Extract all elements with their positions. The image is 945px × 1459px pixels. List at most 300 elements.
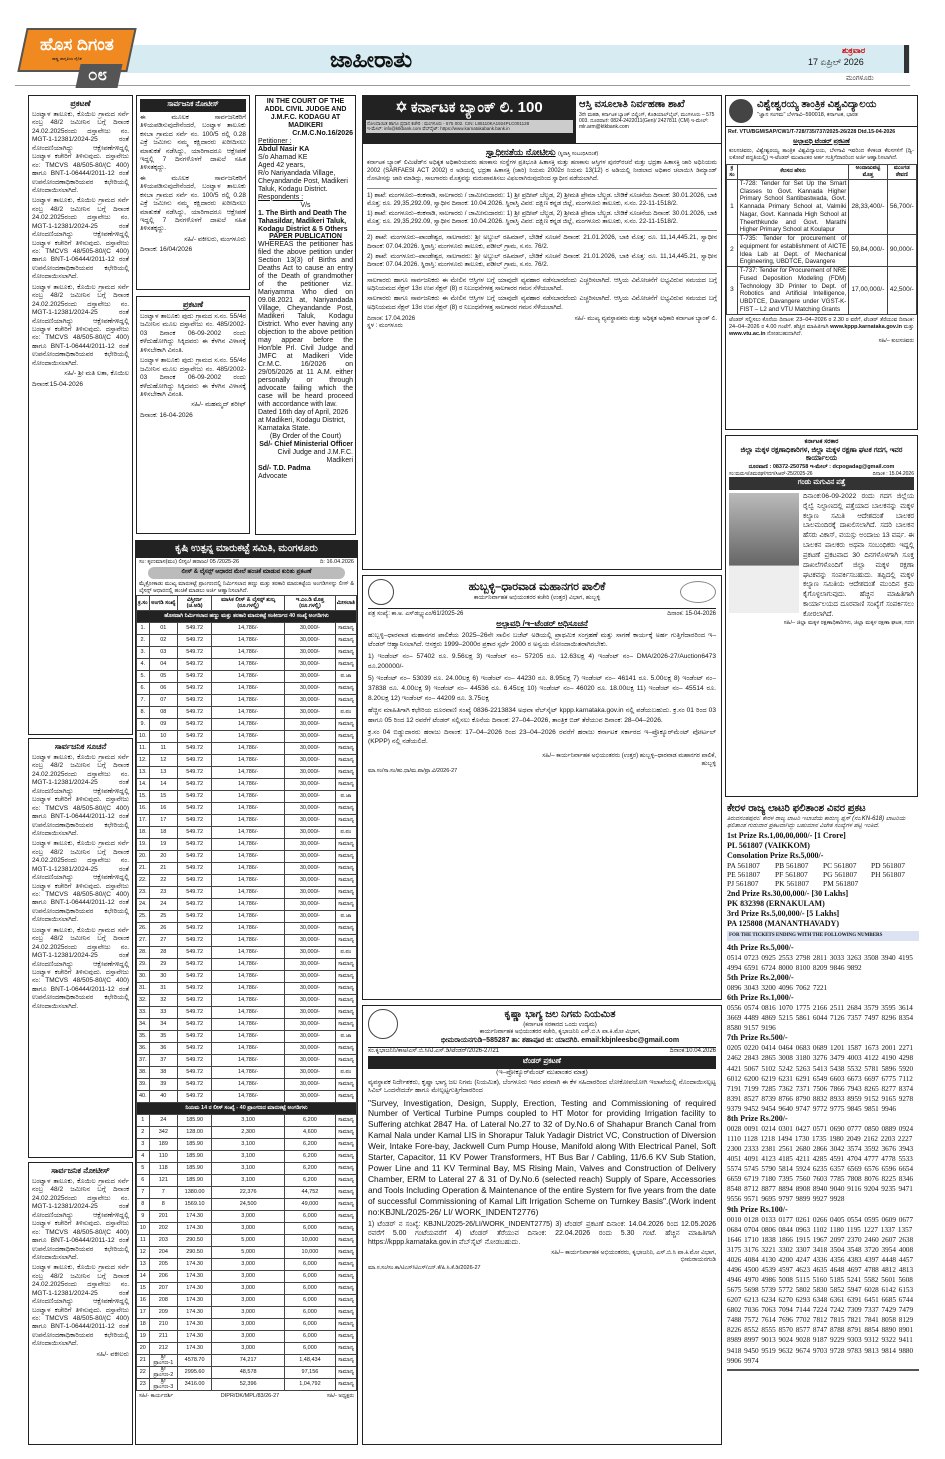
bank-notice-item-detail: ಸಾಲಗಾರರು ಹಾಗೂ ಸಾರ್ವಜನಿಕರು ಈ ಮೇಲಿನ ಆಸ್ತಿಗಳ ಬಗ್ಗೆ ಯಾವುದೇ ವ್ಯವಹಾರ ನಡೆಸಬಾರದೆಂದು ಎಚ್ಚರಿಸಲಾಗಿದೆ. ಆಸ್ತಿಯ ವಿಮೋಚನೆಗೆ ಲಭ್ಯವಿರುವ ಸಮಯದ ಬಗ್ಗೆ ಅಧಿನಿಯಮದ ಸೆಕ್ಷನ್ 13ರ ಉಪ ಸೆಕ್ಷನ್ (8) ರ ನಿಬಂಧನೆಗಳತ್ತ ಸಾಲಗಾರರ ಗಮನ ಸೆಳೆಯಲಾಗಿದೆ. bbox=[367, 295, 717, 311]
shop-number: 21 bbox=[149, 863, 177, 875]
vtu-heading: ಅಲ್ಪಾವಧಿ ಟೆಂಡರ್ ಪ್ರಕಟಣೆ bbox=[793, 137, 850, 145]
table-row bbox=[137, 1139, 357, 1151]
prize-label: 7th Prize Rs.500/- bbox=[727, 1033, 788, 1043]
area: 549.72 bbox=[178, 995, 212, 1007]
table-row bbox=[137, 623, 357, 635]
emd-amount: 30,000/- bbox=[285, 863, 336, 875]
area: 1569.10 bbox=[178, 1199, 212, 1211]
monthly-rent: 14,786/- bbox=[212, 659, 285, 671]
area: 549.72 bbox=[178, 623, 212, 635]
bank-notice-item: 1) ಶಾಖೆ: ಮಂಗಳೂರು–ಕಂಕನಾಡಿ, ಸಾಲಗಾರರು / ಜಾಮೀನುದಾರರು: 1) ಶ್ರೀ ಪ್ರದೀಪ್ ಬೆಲ್ಚಡ, 2) ಶ್ರೀಮತಿ ಪ್ರೇಮಾ ಬೆಲ್ಚಡ. ಬೇಡಿಕೆ ಸೂಚನೆಯ ದಿನಾಂಕ: 30.01.2026, ಬಾಕಿ ಮೊತ್ತ: ರೂ. 29,35,292.09, ಸ್ವಾಧೀನ ದಿನಾಂಕ: 10.04.2026. ಸ್ಥಿರಾಸ್ತಿ ವಿವರ: ದಕ್ಷಿಣ ಕನ್ನಡ ಜಿಲ್ಲೆ, ಮಂಗಳೂರು ತಾಲೂಕು, ಸ.ನಂ. 22-11-1518/2. bbox=[367, 188, 717, 208]
area: 549.72 bbox=[178, 1079, 212, 1091]
table-row bbox=[137, 1331, 357, 1343]
prize-label: 9th Prize Rs.100/- bbox=[727, 1204, 788, 1214]
table-row bbox=[137, 1235, 357, 1247]
edition-city: ಮಂಗಳೂರು bbox=[846, 75, 874, 82]
emd-amount: 6,000 bbox=[285, 1307, 336, 1319]
shop-number: 206 bbox=[149, 1271, 177, 1283]
monthly-rent: 3,000 bbox=[212, 1211, 285, 1223]
vtu-intro: ಕುಲಸಚಿವರು, ವಿಶ್ವೇಶ್ವರಯ್ಯ ತಾಂತ್ರಿಕ ವಿಶ್ವವಿದ್ಯಾಲಯ, ಬೆಳಗಾವಿ ಇವರಿಂದ ಕೆಳಕಂಡ ಕೆಲಸಗಳಿಗೆ (ದ್ವಿ-ಲಕೋಟೆ ಪದ್ಧತಿಯಲ್ಲಿ) ಇ-ಟೆಂಡರ್ ಮುಖಾಂತರ ಅರ್ಹ ಗುತ್ತಿಗೆದಾರರಿಂದ ಅರ್ಜಿ ಆಹ್ವಾನಿಸಲಾಗಿದೆ. bbox=[729, 147, 914, 161]
monthly-rent: 14,786/- bbox=[212, 623, 285, 635]
table-row bbox=[137, 1127, 357, 1139]
row-number: 7. bbox=[137, 695, 150, 707]
area: 549.72 bbox=[178, 1007, 212, 1019]
consolation-number: PJ 561807 bbox=[727, 879, 759, 889]
monthly-rent: 14,786/- bbox=[212, 731, 285, 743]
missing-body: ದಿನಾಂಕ:06-09-2022 ರಂದು ಗದಗ ಜಿಲ್ಲೆಯ ರೈಲ್ವೆ ನಿಲ್ದಾಣದಲ್ಲಿ ಪತ್ತೆಯಾದ ಬಾಲಕನನ್ನು ಮಕ್ಕಳ ಕಲ್ಯಾಣ ಸಮಿತಿ ಆದೇಶದಂತೆ ಬಾಲಕರ ಬಾಲಮಂದಿರಕ್ಕೆ ದಾಖಲಿಸಲಾಗಿದೆ. ಸದರಿ ಬಾಲಕನ ಹೆಸರು ವಿಕಾಸ್, ವಯಸ್ಸು ಅಂದಾಜು 13 ವರ್ಷ. ಈ ಬಾಲಕನ ಪಾಲಕರು ಅಥವಾ ಸಂಬಂಧಿಕರು ಇದ್ದಲ್ಲಿ ಪ್ರಕಟಣೆ ಪ್ರಕಟವಾದ 30 ದಿನಗಳೊಳಗಾಗಿ ಸೂಕ್ತ ದಾಖಲೆಗಳೊಂದಿಗೆ ಜಿಲ್ಲಾ ಮಕ್ಕಳ ರಕ್ಷಣಾ ಘಟಕವನ್ನು ಸಂಪರ್ಕಿಸಬಹುದು. ತಪ್ಪಿದಲ್ಲಿ ಮಕ್ಕಳ ಕಲ್ಯಾಣ ಸಮಿತಿಯ ಆದೇಶದಂತೆ ಮುಂದಿನ ಕ್ರಮ ಕೈಗೊಳ್ಳಲಾಗುವುದು. ಹೆಚ್ಚಿನ ಮಾಹಿತಿಗಾಗಿ ಕಾರ್ಯಾಲಯದ ದೂರವಾಣಿ ಸಂಖ್ಯೆಗೆ ಸಂಪರ್ಕಿಸಲು ಕೋರಲಾಗಿದೆ. bbox=[803, 492, 914, 618]
row-number: 31. bbox=[137, 983, 150, 995]
shop-number: 36 bbox=[149, 1043, 177, 1055]
emd-amount: 97,156 bbox=[285, 1367, 336, 1379]
column-header: ಮುಂಗಡ ಠೇವಣಿ bbox=[887, 165, 916, 180]
kbjnl-email: email:kbjnleesbc@gmail.com bbox=[581, 1036, 680, 1044]
shop-number: 205 bbox=[149, 1259, 177, 1271]
column-header: ವಿಸ್ತೀರ್ಣ (ಚ.ಅಡಿ) bbox=[178, 596, 212, 611]
shop-number: 32 bbox=[149, 995, 177, 1007]
estimate-amount: 28,33,400/- bbox=[849, 179, 887, 234]
monthly-rent: 3,100 bbox=[212, 1115, 285, 1127]
row-number: 1 bbox=[137, 1115, 150, 1127]
emd-amount: 30,000/- bbox=[285, 983, 336, 995]
vtu-address: "ಜ್ಞಾನ ಸಂಗಮ" ಬೆಳಗಾವಿ–590018, ಕರ್ನಾಟಕ, ಭಾರತ bbox=[757, 111, 858, 118]
area: 174.30 bbox=[178, 1331, 212, 1343]
kbjnl-tender bbox=[362, 1005, 722, 1445]
lost-document-notice bbox=[136, 296, 250, 534]
monthly-rent: 3,000 bbox=[212, 1343, 285, 1355]
table-row bbox=[727, 235, 917, 267]
table-row bbox=[137, 1259, 357, 1271]
vtu-signatory: ಸಹಿ/– ಕುಲಸಚಿವರು bbox=[878, 337, 914, 344]
court-notice bbox=[255, 95, 356, 535]
table-row bbox=[727, 267, 917, 315]
row-number: 22 bbox=[137, 1367, 150, 1379]
row-number: 6. bbox=[137, 683, 150, 695]
kbjnl-ref2: ಮಾ.ಸ.ಸಂ/ಸಂ.ಕಾ/ಟಿಎಸ್/ಟಿಎಸ್/ಎನ್.ಕೆ/ಪಿ.ಸಿ.ಕೆ.ಡಿ/2026-27 bbox=[368, 1264, 481, 1271]
emd-amount: 30,000/- bbox=[285, 755, 336, 767]
notice-body: ಬಂಟ್ವಾಳ ತಾಲೂಕು, ಕೊಯಿಲ ಗ್ರಾಮದ ಸರ್ವೆ ನಂಬ್ರ 48/2 ಜಮೀನಿನ ಬಗ್ಗೆ ದಿನಾಂಕ 24.02.2025ರಂದು ದಸ್ತಾವೇಜು ನಂ. MGT-1-12381/2024-25 ರಂತೆ ನೋಂದಣಿಯಾಗಿದ್ದು ಆಕ್ಷೇಪಣೆಗಳಿದ್ದಲ್ಲಿ ಬಂಟ್ವಾಳ ಕಚೇರಿಗೆ ತಿಳಿಸುವುದು. ದಸ್ತಾವೇಜು ನಂ: TMCVS 48/505-80/(C 400) ಹಾಗೂ BNT-1-06444/2011-12 ರಂತೆ ಉಪನೋಂದಣಾಧಿಕಾರಿಯವರ ಕಛೇರಿಯಲ್ಲಿ ನೋಂದಾಯಿಸಲಾಗಿದೆ. bbox=[32, 111, 129, 194]
monthly-rent: 14,786/- bbox=[212, 935, 285, 947]
shop-number: 8 bbox=[149, 1199, 177, 1211]
shop-number: 23 bbox=[149, 887, 177, 899]
shop-number: 39 bbox=[149, 1079, 177, 1091]
lottery-title: ಕೇರಳ ರಾಜ್ಯ ಲಾಟರಿ ಫಲಿತಾಂಶ ವಿವರ ಪ್ರಕಟ bbox=[727, 803, 866, 814]
emd-amount: 30,000/- bbox=[285, 839, 336, 851]
prize-numbers: 0028 0091 0214 0301 0427 0571 0690 0777 0850 0889 0924 1110 1128 1218 1494 1730 1735 1980 2049 2162 2203 2227 2300 2333 2381 2561 2680 2866 3042 3574 3592 3676 3943 4051 4091 4123 4185 4211 4285 4591 4704 4777 4778 5533 5574 5745 5790 5814 5924 6235 6357 6569 6576 6596 6654 6659 6719 7180 7395 7560 7603 7785 7808 8076 8225 8346 8548 8712 8877 8894 8908 8940 9040 9116 9204 9235 9471 9556 9571 9695 9797 9899 9927 9928 bbox=[727, 1124, 914, 1204]
karnataka-bank-notice bbox=[362, 95, 722, 570]
hdmc-paragraph: 5) ಇಂಡೆಂಟ್ ನಂ– 53039 ರೂ. 24.00ಲಕ್ಷ 6) ಇಂಡೆಂಟ್ ನಂ– 44230 ರೂ. 8.95ಲಕ್ಷ 7) ಇಂಡೆಂಟ್ ನಂ– 46141 ರೂ. 5.00ಲಕ್ಷ 8) ಇಂಡೆಂಟ್ ನಂ– 37838 ರೂ. 4.00ಲಕ್ಷ 9) ಇಂಡೆಂಟ್ ನಂ– 44536 ರೂ. 6.45ಲಕ್ಷ 10) ಇಂಡೆಂಟ್ ನಂ– 46020 ರೂ. 18.00ಲಕ್ಷ 11) ಇಂಡೆಂಟ್ ನಂ– 45514 ರೂ. 8.20ಲಕ್ಷ 12) ಇಂಡೆಂಟ್ ನಂ– 44209 ರೂ. 3.75ಲಕ್ಷ bbox=[368, 675, 716, 702]
prize-label: 6th Prize Rs.1,000/- bbox=[727, 993, 794, 1003]
reservation: ಸಾಮಾನ್ಯ bbox=[335, 695, 356, 707]
table-row bbox=[137, 875, 357, 887]
second-prize-number: PK 832398 (ERNAKULAM) bbox=[727, 898, 825, 908]
table-row bbox=[137, 863, 357, 875]
reservation: ಸಾಮಾನ್ಯ bbox=[335, 659, 356, 671]
emd-amount: 44,752 bbox=[285, 1187, 336, 1199]
monthly-rent: 14,786/- bbox=[212, 791, 285, 803]
first-prize-label: 1st Prize Rs.1,00,00,000/- [1 Crore] bbox=[727, 830, 846, 840]
bank-dept: ಆಸ್ತಿ ವಸೂಲಾತಿ ನಿರ್ವಹಣಾ ಶಾಖೆ bbox=[579, 99, 685, 110]
area: 549.72 bbox=[178, 827, 212, 839]
shop-number: 18 bbox=[149, 827, 177, 839]
area: 549.72 bbox=[178, 779, 212, 791]
emd-amount: 30,000/- bbox=[285, 623, 336, 635]
dipr-code: DIPR/DK/MPL/83/26-27 bbox=[220, 1393, 280, 1400]
emd-amount: 30,000/- bbox=[285, 815, 336, 827]
emd-amount: 30,000/- bbox=[285, 1055, 336, 1067]
table-row bbox=[137, 1379, 357, 1391]
emd-amount: 30,000/- bbox=[285, 875, 336, 887]
table-row bbox=[137, 1079, 357, 1091]
column-header: ಅಂಗಡಿ ಸಂಖ್ಯೆ bbox=[149, 596, 177, 611]
reservation: ಸಾಮಾನ್ಯ bbox=[335, 755, 356, 767]
table-row bbox=[137, 659, 357, 671]
reservation: ಸಾಮಾನ್ಯ bbox=[335, 875, 356, 887]
monthly-rent: 14,786/- bbox=[212, 971, 285, 983]
monthly-rent: 14,786/- bbox=[212, 767, 285, 779]
table-row bbox=[137, 995, 357, 1007]
area: 549.72 bbox=[178, 947, 212, 959]
emd-amount: 30,000/- bbox=[285, 779, 336, 791]
notice-sign: ಸಹಿ/- ವಕೀಲರು bbox=[96, 1350, 129, 1358]
area: 174.30 bbox=[178, 1223, 212, 1235]
row-number: 1 bbox=[727, 179, 738, 234]
row-number: 40. bbox=[137, 1091, 150, 1103]
consolation-number: PD 561807 bbox=[871, 860, 905, 870]
notice-date: ದಿನಾಂಕ: 16/04/2026 bbox=[140, 246, 193, 254]
row-number: 3 bbox=[137, 1139, 150, 1151]
weekday: ಶುಕ್ರವಾರ bbox=[842, 46, 866, 55]
vtu-link[interactable]: www.vtu.ac.in bbox=[729, 330, 766, 337]
shop-number: 203 bbox=[149, 1235, 177, 1247]
emd-amount: 42,500/- bbox=[887, 267, 916, 315]
reservation: ಸಾಮಾನ್ಯ bbox=[335, 1091, 356, 1103]
reservation: ಸಾಮಾನ್ಯ bbox=[335, 1379, 356, 1391]
table-row bbox=[137, 767, 357, 779]
kbjnl-subtitle: (ಕರ್ನಾಟಕ ಸರಕಾರದ ಒಂದು ಉದ್ಯಮ) bbox=[523, 1021, 597, 1028]
consolation-number: PB 561807 bbox=[775, 860, 809, 870]
row-number: 12. bbox=[137, 755, 150, 767]
shop-number: 204 bbox=[149, 1247, 177, 1259]
emd-amount: 6,200 bbox=[285, 1163, 336, 1175]
notice-title: ಸಾರ್ವಜನಿಕ ನೋಟೀಸ್ bbox=[140, 99, 246, 112]
shop-number: 05 bbox=[149, 671, 177, 683]
notice-title: ಪ್ರಕಟಣೆ bbox=[70, 99, 91, 108]
bank-notice-item-detail: 2) ಶಾಖೆ: ಮಂಗಳೂರು–ಪಾಂಡೇಶ್ವರ, ಸಾಲಗಾರರು: ಶ್ರೀ ಅಬ್ದುಲ್ ರಹಿಮಾನ್, ಬೇಡಿಕೆ ಸೂಚನೆ ದಿನಾಂಕ: 21.01.2026, ಬಾಕಿ ಮೊತ್ತ: ರೂ. 11,14,445.21, ಸ್ವಾಧೀನ ದಿನಾಂಕ: 07.04.2026. ಸ್ಥಿರಾಸ್ತಿ: ಮಂಗಳೂರು ತಾಲೂಕು, ಪಡೀಲ್ ಗ್ರಾಮ, ಸ.ನಂ. 76/2. bbox=[367, 252, 717, 268]
row-number: 10 bbox=[137, 1223, 150, 1235]
shop-number: 34 bbox=[149, 1019, 177, 1031]
area: 549.72 bbox=[178, 731, 212, 743]
petitioner-label: Petitioner : bbox=[258, 137, 292, 145]
notice-body: ಈ ಮೂಲಕ ಸಾರ್ವಜನಿಕರಿಗೆ ತಿಳಿಯಪಡಿಸುವುದೇನೆಂದರೆ, ಬಂಟ್ವಾಳ ತಾಲೂಕು ಕಸಬಾ ಗ್ರಾಮದ ಸರ್ವೆ ನಂ. 100/5 ರಲ್ಲಿ 0.28 ಎಕ್ರೆ ಜಮೀನು ನಮ್ಮ ಕಕ್ಷಿದಾರರು ಖರೀದಿಸಲು ಮಾತುಕತೆ ನಡೆಸಿದ್ದು, ಯಾರಿಗಾದರೂ ಆಕ್ಷೇಪಣೆ ಇದ್ದಲ್ಲಿ 7 ದಿನಗಳೊಳಗೆ ದಾಖಲೆ ಸಹಿತ ತಿಳಿಸತಕ್ಕದ್ದು. bbox=[140, 113, 246, 172]
emd-amount: 6,000 bbox=[285, 1271, 336, 1283]
header-band bbox=[120, 45, 910, 73]
page-number: ೦೮ bbox=[88, 65, 108, 84]
monthly-rent: 3,000 bbox=[212, 1271, 285, 1283]
reservation: ಸಾಮಾನ್ಯ bbox=[335, 923, 356, 935]
row-number: 20. bbox=[137, 851, 150, 863]
table-row bbox=[137, 1043, 357, 1055]
reservation: ಸಾಮಾನ್ಯ bbox=[335, 971, 356, 983]
emd-amount: 30,000/- bbox=[285, 899, 336, 911]
emd-amount: 30,000/- bbox=[285, 707, 336, 719]
monthly-rent: 3,100 bbox=[212, 1163, 285, 1175]
reservation: ಸಾಮಾನ್ಯ bbox=[335, 1319, 356, 1331]
monthly-rent: 14,786/- bbox=[212, 803, 285, 815]
shop-number: 13 bbox=[149, 767, 177, 779]
reservation: ಸಾಮಾನ್ಯ bbox=[335, 635, 356, 647]
vtu-footer: ಟೆಂಡರ್ ಸಲ್ಲಿಸಲು ಕೊನೆಯ ದಿನಾಂಕ: 23–04–2026 ರ 2.30 ರ ವರೆಗೆ, ಟೆಂಡರ್ ತೆರೆಯುವ ದಿನಾಂಕ: 24–04–2026 ರ 4.00 ಗಂಟೆಗೆ. ಹೆಚ್ಚಿನ ಮಾಹಿತಿಗಾಗಿ bbox=[729, 316, 914, 330]
monthly-rent: 3,100 bbox=[212, 1151, 285, 1163]
monthly-rent: 14,786/- bbox=[212, 983, 285, 995]
reservation: ಸಾಮಾನ್ಯ bbox=[335, 815, 356, 827]
office-contact: ದೂರವಾಣಿ : 08372-250758 ಇ-ಮೇಲ್ : dcpogadag@gmail.com bbox=[748, 464, 895, 470]
table-row bbox=[137, 1367, 357, 1379]
prize-label: 5th Prize Rs.2,000/- bbox=[727, 973, 794, 983]
shop-number: 37 bbox=[149, 1055, 177, 1067]
row-number: 10. bbox=[137, 731, 150, 743]
row-number: 6 bbox=[137, 1175, 150, 1187]
row-number: 30. bbox=[137, 971, 150, 983]
area: 549.72 bbox=[178, 695, 212, 707]
emd-amount: 10,000 bbox=[285, 1247, 336, 1259]
emd-amount: 30,000/- bbox=[285, 803, 336, 815]
section-title: ಜಾಹೀರಾತು bbox=[330, 47, 413, 72]
monthly-rent: 14,786/- bbox=[212, 959, 285, 971]
kppp-link[interactable]: www.kppp.karnataka.gov.in bbox=[830, 323, 902, 330]
kbjnl-body-details: 1) ಟೆಂಡರ್ ನ ಸಂಖ್ಯೆ: KBJNL/2025-26/LI/WORK_INDENT2775) 3) ಟೆಂಡರ್ ಪ್ರಕಟಣೆ ದಿನಾಂಕ: 14.04.2026 ರಿಂದ 12.05.2026 ರವರೆಗೆ 5.00 ಗಂಟೆಯವರೆಗೆ 4) ಟೆಂಡರ್ ತೆರೆಯುವ ದಿನಾಂಕ: 22.04.2026 ರಂದು 5.30 ಗಂಟೆ. ಹೆಚ್ಚಿನ ಮಾಹಿತಿಗಾಗಿ https://kppp.karnataka.gov.in ವೆಬ್‌ಸೈಟ್ ನೋಡಬಹುದು. bbox=[368, 1220, 716, 1246]
monthly-rent: 14,786/- bbox=[212, 683, 285, 695]
reservation: ಸಾಮಾನ್ಯ bbox=[335, 1007, 356, 1019]
table-row bbox=[137, 935, 357, 947]
table-row bbox=[137, 983, 357, 995]
emd-amount: 30,000/- bbox=[285, 1079, 336, 1091]
hdmc-emblem-icon bbox=[368, 579, 394, 605]
hdmc-date: ದಿನಾಂಕ: 15-04-2026 bbox=[667, 611, 716, 617]
shop-number: 202 bbox=[149, 1223, 177, 1235]
area: 549.72 bbox=[178, 791, 212, 803]
row-number: 29. bbox=[137, 959, 150, 971]
work-name: T-735: Tender for procurement of equipment for establishment of AICTE Idea Lab at Dept. of Mechanical Engineering, UBDTCE, Davangere bbox=[737, 235, 849, 267]
row-number: 17 bbox=[137, 1307, 150, 1319]
court-order: (By Order of the Court) bbox=[269, 432, 342, 440]
second-prize-label: 2nd Prize Rs.30,00,000/- [30 Lakhs] bbox=[727, 888, 849, 898]
reservation: ಸಾಮಾನ್ಯ bbox=[335, 1307, 356, 1319]
notice-body: ಬಂಟ್ವಾಳ ತಾಲೂಕು, ಕೊಯಿಲ ಗ್ರಾಮದ ಸರ್ವೆ ನಂಬ್ರ 48/2 ಜಮೀನಿನ ಬಗ್ಗೆ ದಿನಾಂಕ 24.02.2025ರಂದು ದಸ್ತಾವೇಜು ನಂ. MGT-1-12381/2024-25 ರಂತೆ ನೋಂದಣಿಯಾಗಿದ್ದು ಆಕ್ಷೇಪಣೆಗಳಿದ್ದಲ್ಲಿ ಬಂಟ್ವಾಳ ಕಚೇರಿಗೆ ತಿಳಿಸುವುದು. ದಸ್ತಾವೇಜು ನಂ: TMCVS 48/505-80/(C 400) ಹಾಗೂ BNT-1-06444/2011-12 ರಂತೆ ಉಪನೋಂದಣಾಧಿಕಾರಿಯವರ ಕಛೇರಿಯಲ್ಲಿ ನೋಂದಾಯಿಸಲಾಗಿದೆ. bbox=[32, 754, 129, 837]
area: 549.72 bbox=[178, 863, 212, 875]
row-number: 35. bbox=[137, 1031, 150, 1043]
notice-body: ಬಂಟ್ವಾಳ ತಾಲೂಕು ಪುದು ಗ್ರಾಮದ ಸ.ನಂ. 55/4ರ ಜಮೀನಿನ ಮೂಲ ದಸ್ತಾವೇಜು ನಂ. 485/2002-03 ದಿನಾಂಕ 06-09-2002 ರಂದು ಕಳೆದುಹೋಗಿದ್ದು ಸಿಕ್ಕಿದವರು ಈ ಕೆಳಗಿನ ವಿಳಾಸಕ್ಕೆ ತಿಳಿಸಬೇಕಾಗಿ ವಿನಂತಿ. bbox=[140, 357, 246, 398]
reservation: ಸಾಮಾನ್ಯ bbox=[335, 1199, 356, 1211]
shop-number: 04 bbox=[149, 659, 177, 671]
emd-amount: 4,600 bbox=[285, 1127, 336, 1139]
monthly-rent: 14,786/- bbox=[212, 1031, 285, 1043]
shop-number: 212 bbox=[149, 1343, 177, 1355]
reservation: ಪ.ಜಾ bbox=[335, 1031, 356, 1043]
monthly-rent: 3,000 bbox=[212, 1259, 285, 1271]
consolation-number: PC 561807 bbox=[823, 860, 857, 870]
monthly-rent: 3,100 bbox=[212, 1139, 285, 1151]
row-number: 19. bbox=[137, 839, 150, 851]
monthly-rent: 14,786/- bbox=[212, 923, 285, 935]
reservation: ಸಾಮಾನ್ಯ bbox=[335, 719, 356, 731]
notice-body: ಬಂಟ್ವಾಳ ತಾಲೂಕು, ಕೊಯಿಲ ಗ್ರಾಮದ ಸರ್ವೆ ನಂಬ್ರ 48/2 ಜಮೀನಿನ ಬಗ್ಗೆ ದಿನಾಂಕ 24.02.2025ರಂದು ದಸ್ತಾವೇಜು ನಂ. MGT-1-12381/2024-25 ರಂತೆ ನೋಂದಣಿಯಾಗಿದ್ದು ಆಕ್ಷೇಪಣೆಗಳಿದ್ದಲ್ಲಿ ಬಂಟ್ವಾಳ ಕಚೇರಿಗೆ ತಿಳಿಸುವುದು. ದಸ್ತಾವೇಜು ನಂ: TMCVS 48/505-80/(C 400) ಹಾಗೂ BNT-1-06444/2011-12 ರಂತೆ ಉಪನೋಂದಣಾಧಿಕಾರಿಯವರ ಕಛೇರಿಯಲ್ಲಿ ನೋಂದಾಯಿಸಲಾಗಿದೆ. bbox=[32, 926, 129, 1010]
row-number: 26. bbox=[137, 923, 150, 935]
table-row bbox=[137, 755, 357, 767]
table-row bbox=[137, 971, 357, 983]
row-number: 37. bbox=[137, 1055, 150, 1067]
emd-amount: 30,000/- bbox=[285, 791, 336, 803]
shop-number: 211 bbox=[149, 1331, 177, 1343]
header-accent-bar bbox=[904, 45, 909, 73]
shop-number: 12 bbox=[149, 755, 177, 767]
emd-amount: 30,000/- bbox=[285, 695, 336, 707]
reservation: ಸಾಮಾನ್ಯ bbox=[335, 1187, 356, 1199]
area: 174.30 bbox=[178, 1259, 212, 1271]
area: 549.72 bbox=[178, 899, 212, 911]
apmc-tender bbox=[135, 540, 358, 1445]
shop-number: 31 bbox=[149, 983, 177, 995]
shop-table bbox=[136, 595, 357, 1391]
logo-tagline: ರಾಷ್ಟ್ರ ಜಾಗೃತಿಯ ದೈನಿಕ bbox=[52, 56, 82, 61]
prize-numbers: 0896 3043 3200 4096 7062 7221 bbox=[727, 984, 828, 993]
row-number: 13 bbox=[137, 1259, 150, 1271]
row-number: 8 bbox=[137, 1199, 150, 1211]
court-dated: Dated 16th day of April, 2026 at Madikeri, Kodagu District, Karnataka State. bbox=[258, 408, 349, 432]
table-row bbox=[137, 827, 357, 839]
table-row bbox=[137, 1055, 357, 1067]
emd-amount: 6,000 bbox=[285, 1211, 336, 1223]
centenary-badge: 100 bbox=[517, 99, 543, 116]
shop-number: 29 bbox=[149, 959, 177, 971]
table-row bbox=[137, 1091, 357, 1103]
notice-body-repeat: ಬಂಟ್ವಾಳ ತಾಲೂಕು, ಕೊಯಿಲ ಗ್ರಾಮದ ಸರ್ವೆ ನಂಬ್ರ 48/2 ಜಮೀನಿನ ಬಗ್ಗೆ ದಿನಾಂಕ 24.02.2025ರಂದು ದಸ್ತಾವೇಜು ನಂ. MGT-1-12381/2024-25 ರಂತೆ ನೋಂದಣಿಯಾಗಿದ್ದು ಆಕ್ಷೇಪಣೆಗಳಿದ್ದಲ್ಲಿ ಬಂಟ್ವಾಳ ಕಚೇರಿಗೆ ತಿಳಿಸುವುದು. ದಸ್ತಾವೇಜು ನಂ: TMCVS 48/505-80/(C 400) ಹಾಗೂ BNT-1-06444/2011-12 ರಂತೆ ಉಪನೋಂದಣಾಧಿಕಾರಿಯವರ ಕಛೇರಿಯಲ್ಲಿ ನೋಂದಾಯಿಸಲಾಗಿದೆ. bbox=[32, 197, 129, 281]
monthly-rent: 14,786/- bbox=[212, 755, 285, 767]
reservation: ಸಾಮಾನ್ಯ bbox=[335, 983, 356, 995]
hdmc-tender bbox=[362, 575, 722, 1000]
shop-number: 16 bbox=[149, 803, 177, 815]
row-number: 9. bbox=[137, 719, 150, 731]
row-number: 27. bbox=[137, 935, 150, 947]
area: 549.72 bbox=[178, 1019, 212, 1031]
shop-number: 24 bbox=[149, 899, 177, 911]
area: 549.72 bbox=[178, 935, 212, 947]
shop-number: 19 bbox=[149, 839, 177, 851]
row-number: 11. bbox=[137, 743, 150, 755]
emd-amount: 6,000 bbox=[285, 1259, 336, 1271]
consolation-number: PA 561807 bbox=[727, 860, 760, 870]
hdmc-heading: ಅಲ್ಪಾವಧಿ /ಇ–ಟೆಂಡರ್ ಅಧಿಸೂಚನೆ bbox=[496, 618, 588, 628]
monthly-rent: 14,786/- bbox=[212, 947, 285, 959]
row-number: 32. bbox=[137, 995, 150, 1007]
row-number: 9 bbox=[137, 1211, 150, 1223]
table-row bbox=[137, 923, 357, 935]
govt-label: ಕರ್ನಾಟಕ ಸರಕಾರ bbox=[804, 439, 839, 445]
monthly-rent: 74,217 bbox=[212, 1355, 285, 1367]
bank-notice-item: ಸಾಲಗಾರರು ಹಾಗೂ ಸಾರ್ವಜನಿಕರು ಈ ಮೇಲಿನ ಆಸ್ತಿಗಳ ಬಗ್ಗೆ ಯಾವುದೇ ವ್ಯವಹಾರ ನಡೆಸಬಾರದೆಂದು ಎಚ್ಚರಿಸಲಾಗಿದೆ. ಆಸ್ತಿಯ ವಿಮೋಚನೆಗೆ ಲಭ್ಯವಿರುವ ಸಮಯದ ಬಗ್ಗೆ ಅಧಿನಿಯಮದ ಸೆಕ್ಷನ್ 13ರ ಉಪ ಸೆಕ್ಷನ್ (8) ರ ನಿಬಂಧನೆಗಳತ್ತ ಸಾಲಗಾರರ ಗಮನ ಸೆಳೆಯಲಾಗಿದೆ. bbox=[367, 273, 717, 293]
table-row bbox=[137, 1007, 357, 1019]
left-notice-3 bbox=[28, 1162, 133, 1445]
row-number: 13. bbox=[137, 767, 150, 779]
table-row bbox=[137, 1319, 357, 1331]
monthly-rent: 3,000 bbox=[212, 1295, 285, 1307]
apmc-subtitle: ಲೀಸ್ & ಲೈಸನ್ಸ್ ಆಧಾರದ ಮೇಲೆ ಹಂಚಿಕೆ ಮಾಡುವ ಕುರಿತು ಪ್ರಕಟಣೆ bbox=[148, 567, 345, 579]
table-row bbox=[137, 851, 357, 863]
row-number: 3. bbox=[137, 647, 150, 659]
column-header: ಕ್ರ.ಸಂ bbox=[137, 596, 150, 611]
emd-amount: 6,000 bbox=[285, 1283, 336, 1295]
notice-body: ಬಂಟ್ವಾಳ ತಾಲೂಕು, ಕೊಯಿಲ ಗ್ರಾಮದ ಸರ್ವೆ ನಂಬ್ರ 48/2 ಜಮೀನಿನ ಬಗ್ಗೆ ದಿನಾಂಕ 24.02.2025ರಂದು ದಸ್ತಾವೇಜು ನಂ. MGT-1-12381/2024-25 ರಂತೆ ನೋಂದಣಿಯಾಗಿದ್ದು ಆಕ್ಷೇಪಣೆಗಳಿದ್ದಲ್ಲಿ ಬಂಟ್ವಾಳ ಕಚೇರಿಗೆ ತಿಳಿಸುವುದು. ದಸ್ತಾವೇಜು ನಂ: TMCVS 48/505-80/(C 400) ಹಾಗೂ BNT-1-06444/2011-12 ರಂತೆ ಉಪನೋಂದಣಾಧಿಕಾರಿಯವರ ಕಛೇರಿಯಲ್ಲಿ ನೋಂದಾಯಿಸಲಾಗಿದೆ. bbox=[32, 1264, 129, 1348]
area: 549.72 bbox=[178, 659, 212, 671]
monthly-rent: 3,100 bbox=[212, 1175, 285, 1187]
monthly-rent: 14,786/- bbox=[212, 827, 285, 839]
estimate-amount: 59,84,000/- bbox=[849, 235, 887, 267]
row-number: 39. bbox=[137, 1079, 150, 1091]
reservation: ಸಾಮಾನ್ಯ bbox=[335, 1247, 356, 1259]
reservation: ಸಾಮಾನ್ಯ bbox=[335, 1283, 356, 1295]
notice-ref: ಸಂ:ಮಮಇ/ಜಿಮರಘ/ಗದಗ/ಸಿಆರ್-25/2025-26 bbox=[729, 470, 813, 477]
monthly-rent: 14,786/- bbox=[212, 707, 285, 719]
court-heading: IN THE COURT OF THE ADDL CIVIL JUDGE AND J.M.F.C. KODAGU AT MADIKERI bbox=[264, 98, 347, 129]
emd-amount: 30,000/- bbox=[285, 1007, 336, 1019]
row-number: 21 bbox=[137, 1355, 150, 1367]
monthly-rent: 3,000 bbox=[212, 1283, 285, 1295]
area: 185.90 bbox=[178, 1151, 212, 1163]
secretary-sign: ಸಹಿ/- ಕಾರ್ಯದರ್ಶಿ bbox=[139, 1393, 174, 1400]
apmc-date: ದಿ: 16.04.2026 bbox=[319, 558, 354, 565]
header-divider bbox=[15, 85, 910, 86]
notice-body: ಬಂಟ್ವಾಳ ತಾಲೂಕು, ಕೊಯಿಲ ಗ್ರಾಮದ ಸರ್ವೆ ನಂಬ್ರ 48/2 ಜಮೀನಿನ ಬಗ್ಗೆ ದಿನಾಂಕ 24.02.2025ರಂದು ದಸ್ತಾವೇಜು ನಂ. MGT-1-12381/2024-25 ರಂತೆ ನೋಂದಣಿಯಾಗಿದ್ದು ಆಕ್ಷೇಪಣೆಗಳಿದ್ದಲ್ಲಿ ಬಂಟ್ವಾಳ ಕಚೇರಿಗೆ ತಿಳಿಸುವುದು. ದಸ್ತಾವೇಜು ನಂ: TMCVS 48/505-80/(C 400) ಹಾಗೂ BNT-1-06444/2011-12 ರಂತೆ ಉಪನೋಂದಣಾಧಿಕಾರಿಯವರ ಕಛೇರಿಯಲ್ಲಿ ನೋಂದಾಯಿಸಲಾಗಿದೆ. bbox=[32, 840, 129, 924]
work-name: T-737: Tender for Procurement of NRE Fused Deposition Modeling (FDM) Technology 3D Printer to Dept. of Robotics and Artificial Intelligence, UBDTCE, Davangere under VGST-K-FIST – L2 and VTU Matching Grants bbox=[737, 267, 849, 315]
shop-number: 118 bbox=[149, 1163, 177, 1175]
area: 549.72 bbox=[178, 647, 212, 659]
row-number: 2 bbox=[727, 235, 738, 267]
monthly-rent: 14,786/- bbox=[212, 1043, 285, 1055]
table-row bbox=[137, 887, 357, 899]
row-number: 21. bbox=[137, 863, 150, 875]
row-number: 38. bbox=[137, 1067, 150, 1079]
bank-intro: ಕರ್ನಾಟಕ ಬ್ಯಾಂಕ್ ಲಿಮಿಟೆಡ್‌ನ ಅಧಿಕೃತ ಅಧಿಕಾರಿಯವರು ಹಣಕಾಸು ಸಂಸ್ಥೆಗಳ ಪ್ರತಿಭೂತಿ ಹಿತಾಸಕ್ತಿ ಮತ್ತು ಹಣಕಾಸು ಆಸ್ತಿಗಳ ಪುನರ್‌ರಚನೆ ಮತ್ತು ಭದ್ರತಾ ಹಿತಾಸಕ್ತಿ ಜಾರಿ ಅಧಿನಿಯಮ 2002 (SARFAESI ACT 2002) ರ ಅಡಿಯಲ್ಲಿ ಭದ್ರತಾ ಹಿತಾಸಕ್ತಿ (ಜಾರಿ) ನಿಯಮ 2002ರ ನಿಯಮ 13(12) ರ ಅಡಿಯಲ್ಲಿ ನೀಡಲಾದ ಅಧಿಕಾರ ಚಲಾಯಿಸಿ ಡಿಮ್ಯಾಂಡ್ ನೋಟೀಸನ್ನು ಜಾರಿ ಮಾಡಿದ್ದು, ಸಾಲಗಾರರು ಮೊತ್ತವನ್ನು ಮರುಪಾವತಿಸಲು ವಿಫಲರಾಗಿರುವುದರಿಂದ ಸ್ವಾಧೀನ ಪಡೆಯಲಾಗಿದೆ. bbox=[367, 160, 717, 182]
reservation: ಸಾಮಾನ್ಯ bbox=[335, 731, 356, 743]
row-number: 2. bbox=[137, 635, 150, 647]
vtu-ref: Ref. VTU/BGM/SAP/CW1/T-728/735/737/2025-26/228 Dtd.15-04-2026 bbox=[728, 129, 896, 135]
reservation: ಸಾಮಾನ್ಯ bbox=[335, 1295, 356, 1307]
reservation: ಸಾಮಾನ್ಯ bbox=[335, 1355, 356, 1367]
emd-amount: 30,000/- bbox=[285, 731, 336, 743]
emd-amount: 30,000/- bbox=[285, 1067, 336, 1079]
reservation: ಸಾಮಾನ್ಯ bbox=[335, 899, 356, 911]
area: 185.90 bbox=[178, 1139, 212, 1151]
estimate-amount: 17,00,000/- bbox=[849, 267, 887, 315]
notice-body-repeat: ಬಂಟ್ವಾಳ ತಾಲೂಕು, ಕೊಯಿಲ ಗ್ರಾಮದ ಸರ್ವೆ ನಂಬ್ರ 48/2 ಜಮೀನಿನ ಬಗ್ಗೆ ದಿನಾಂಕ 24.02.2025ರಂದು ದಸ್ತಾವೇಜು ನಂ. MGT-1-12381/2024-25 ರಂತೆ ನೋಂದಣಿಯಾಗಿದ್ದು ಆಕ್ಷೇಪಣೆಗಳಿದ್ದಲ್ಲಿ ಬಂಟ್ವಾಳ ಕಚೇರಿಗೆ ತಿಳಿಸುವುದು. ದಸ್ತಾವೇಜು ನಂ: TMCVS 48/505-80/(C 400) ಹಾಗೂ BNT-1-06444/2011-12 ರಂತೆ ಉಪನೋಂದಣಾಧಿಕಾರಿಯವರ ಕಛೇರಿಯಲ್ಲಿ ನೋಂದಾಯಿಸಲಾಗಿದೆ. bbox=[32, 283, 129, 367]
monthly-rent: 14,786/- bbox=[212, 1067, 285, 1079]
table-row bbox=[137, 635, 357, 647]
table-row bbox=[137, 959, 357, 971]
emd-amount: 30,000/- bbox=[285, 743, 336, 755]
reservation: ಪ.ಜಾ bbox=[335, 911, 356, 923]
reservation: ಸಾಮಾನ್ಯ bbox=[335, 803, 356, 815]
shop-number: 14 bbox=[149, 779, 177, 791]
bank-notice-place: ಸ್ಥಳ : ಮಂಗಳೂರು bbox=[367, 323, 403, 330]
emd-amount: 30,000/- bbox=[285, 959, 336, 971]
shop-number: 38 bbox=[149, 1067, 177, 1079]
table-row bbox=[137, 1343, 357, 1355]
reservation: ಸಾಮಾನ್ಯ bbox=[335, 683, 356, 695]
row-number: 1. bbox=[137, 623, 150, 635]
monthly-rent: 5,000 bbox=[212, 1235, 285, 1247]
table-row bbox=[137, 1031, 357, 1043]
emd-amount: 10,000 bbox=[285, 1235, 336, 1247]
area: 549.72 bbox=[178, 875, 212, 887]
